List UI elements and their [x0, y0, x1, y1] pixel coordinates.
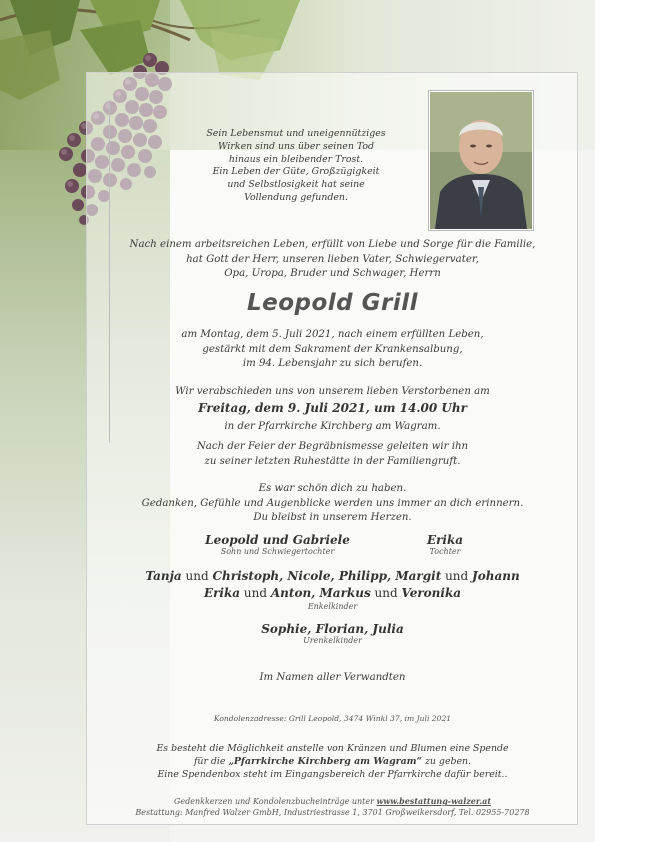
donation-church: „Pfarrkirche Kirchberg am Wagram“ — [228, 755, 422, 767]
deceased-name: Leopold Grill — [246, 290, 419, 316]
child1-names: Leopold und Gabriele — [205, 533, 350, 547]
poem-line: Ein Leben der Güte, Großzügigkeit — [212, 166, 380, 178]
poem-line: Sein Lebensmut und uneigennütziges — [206, 128, 386, 139]
funeral-place: in der Pfarrkirche Kirchberg am Wagram. — [224, 421, 441, 432]
child2-names: Erika — [426, 533, 464, 547]
donation-line: Eine Spendenbox steht im Eingangsbereich der Pfarrkirche dafür bereit.. — [157, 768, 508, 780]
mourner-child1 — [190, 533, 365, 557]
intro-text — [100, 238, 565, 282]
burial-line: zu seiner letzten Ruhestätte in der Familiengruft. — [204, 455, 461, 467]
grandchild-name: Veronika — [401, 586, 462, 600]
great-grandchildren-names: Sophie, Florian, Julia — [261, 622, 404, 636]
portrait-photo — [429, 91, 533, 230]
burial-line: Nach der Feier der Begräbnismesse geleiten wir ihn — [196, 441, 469, 452]
poem-line: Vollendung gefunden. — [244, 191, 348, 203]
death-info — [100, 328, 565, 372]
poem-line: und Selbstlosigkeit hat seine — [227, 179, 365, 191]
grandchild-name: Anton, Markus — [270, 586, 371, 600]
grandchild-name: Christoph, Nicole, Philipp, Margit — [212, 569, 442, 583]
separator: und — [240, 586, 271, 600]
website-link[interactable]: www.bestattung-walzer.at — [376, 796, 492, 806]
poem — [196, 128, 396, 205]
poem-line: Wirken sind uns über seinen Tod — [217, 140, 375, 152]
great-grandchildren — [100, 622, 565, 646]
poem-line: hinaus ein bleibender Trost. — [228, 153, 364, 165]
intro-line: Opa, Uropa, Bruder und Schwager, Herrn — [224, 268, 441, 280]
relatives-note: Im Namen aller Verwandten — [259, 672, 406, 683]
donation-post: zu geben. — [422, 755, 472, 767]
footer-pre: Gedenkkerzen und Kondolenzbucheinträge unter — [173, 797, 377, 806]
closing-line: Gedanken, Gefühle und Augenblicke werden uns immer an dich erinnern. — [141, 497, 524, 509]
donation-text — [100, 743, 565, 781]
donation-pre: für die — [193, 755, 229, 767]
intro-line: Nach einem arbeitsreichen Leben, erfüllt von Liebe und Sorge für die Familie, — [129, 239, 536, 250]
separator: und — [441, 569, 473, 583]
mourner-child2 — [405, 533, 485, 557]
footer — [90, 796, 575, 818]
footer-line — [90, 796, 575, 807]
grandchildren-role: Enkelkinder — [307, 602, 358, 611]
death-info-line: im 94. Lebensjahr zu sich berufen. — [242, 358, 423, 370]
footer-line: Bestattung: Manfred Walzer GmbH, Industriestrasse 1, 3701 Großweikersdorf, Tel. 02955-70278 — [135, 808, 530, 817]
donation-line — [100, 756, 565, 769]
grandchildren-line — [80, 568, 585, 585]
grandchildren — [80, 568, 585, 612]
great-grandchildren-role: Urenkelkinder — [303, 636, 362, 645]
separator: und — [181, 569, 213, 583]
closing-line: Es war schön dich zu haben. — [258, 483, 407, 494]
death-info-line: am Montag, dem 5. Juli 2021, nach einem erfüllten Leben, — [181, 329, 484, 340]
separator: und — [370, 586, 402, 600]
intro-line: hat Gott der Herr, unseren lieben Vater, Schwiegervater, — [186, 253, 479, 265]
closing-text — [100, 482, 565, 526]
condolence-address: Kondolenzadresse: Grill Leopold, 3474 Winkl 37, im Juli 2021 — [213, 714, 452, 723]
funeral-date: Freitag, dem 9. Juli 2021, um 14.00 Uhr — [198, 401, 467, 415]
death-info-line: gestärkt mit dem Sakrament der Krankensalbung, — [202, 343, 463, 355]
grandchild-name: Johann — [472, 569, 520, 583]
grandchild-name: Erika — [203, 586, 241, 600]
farewell-intro: Wir verabschieden uns von unserem lieben Verstorbenen am — [175, 386, 490, 397]
closing-line: Du bleibst in unserem Herzen. — [253, 512, 412, 524]
donation-line: Es besteht die Möglichkeit anstelle von Kränzen und Blumen eine Spende — [156, 743, 509, 754]
grandchildren-line — [80, 585, 585, 602]
grandchild-name: Tanja — [145, 569, 182, 583]
burial-text — [100, 440, 565, 469]
child1-role: Sohn und Schwiegertochter — [220, 547, 335, 556]
child2-role: Tochter — [429, 547, 461, 556]
